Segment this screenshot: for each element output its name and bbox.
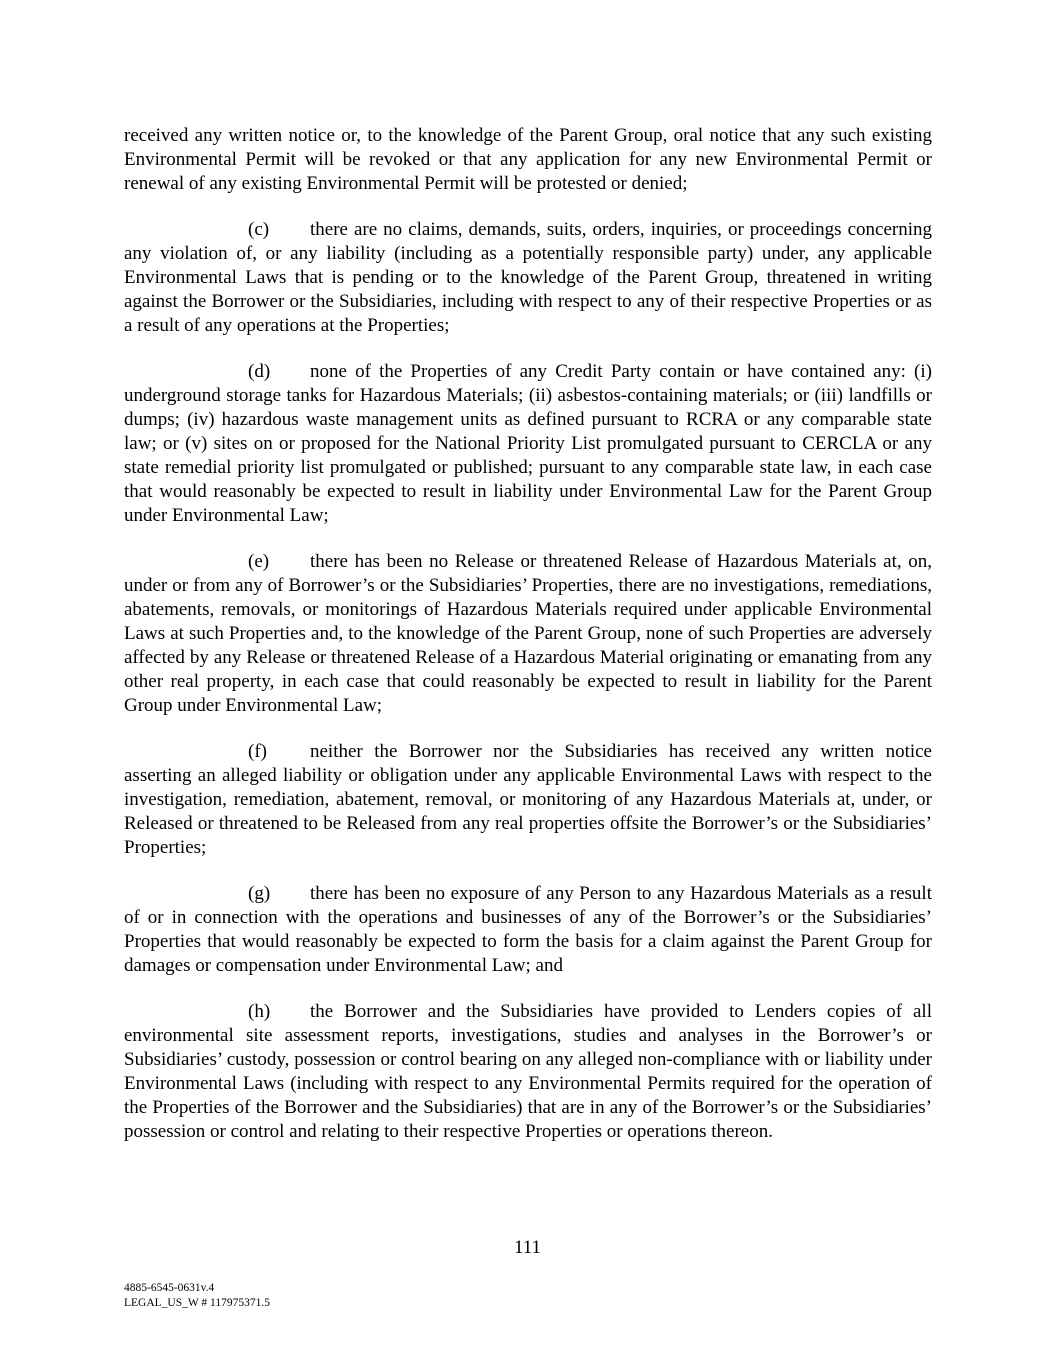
- clause-text: neither the Borrower nor the Subsidiaries has received any written notice asserting an alleged liability or obligation under any applicable Environmental Laws with respect to the investigation, remediation, abatement, removal, or monitoring of any Hazardous Materials at, under, or Released or threatened to be Released from any real properties offsite the Borrower’s or the Subsidiaries’ Properties;: [124, 741, 932, 858]
- clause-h: [124, 1000, 932, 1144]
- clause-marker: (d): [248, 361, 271, 382]
- paragraph-text: received any written notice or, to the knowledge of the Parent Group, oral notice that any such existing Environmental Permit will be revoked or that any application for any new Environmental Permit or renewal of any existing Environmental Permit will be protested or denied;: [124, 125, 932, 194]
- clause-f: [124, 740, 932, 860]
- footer-doc-id: 4885-6545-0631v.4: [124, 1282, 215, 1294]
- clause-g: [124, 882, 932, 978]
- clause-marker: (h): [248, 1001, 271, 1022]
- clause-marker: (e): [248, 551, 270, 572]
- clause-text: there has been no exposure of any Person to any Hazardous Materials as a result of or in connection with the operations and businesses of any of the Borrower’s or the Subsidiaries’ Properties that would reasonably be expected to form the basis for a claim against the Parent Group for damages or compensation under Environmental Law; and: [124, 883, 932, 976]
- clause-e: [124, 550, 932, 718]
- clause-marker: (c): [248, 219, 270, 240]
- paragraph-continuation: [124, 124, 932, 196]
- page-number: 111: [513, 1237, 542, 1258]
- clause-text: there are no claims, demands, suits, orders, inquiries, or proceedings concerning any violation of, or any liability (including as a potentially responsible party) under, any applicable Environmental Laws that is pending or to the knowledge of the Parent Group, threatened in writing against the Borrower or the Subsidiaries, including with respect to any of their respective Properties or as a result of any operations at the Properties;: [124, 219, 932, 336]
- clause-c: [124, 218, 932, 338]
- clause-d: [124, 360, 932, 528]
- clause-text: none of the Properties of any Credit Party contain or have contained any: (i) underground storage tanks for Hazardous Materials; (ii) asbestos-containing materials; or (iii) landfills or dumps; (iv) hazardous waste management units as defined pursuant to RCRA or any comparable state law; or (v) sites on or proposed for the National Priority List promulgated pursuant to CERCLA or any state remedial priority list promulgated or published; pursuant to any comparable state law, in each case that would reasonably be expected to result in liability under Environmental Law for the Parent Group under Environmental Law;: [124, 361, 932, 526]
- clause-text: the Borrower and the Subsidiaries have provided to Lenders copies of all environmental site assessment reports, investigations, studies and analyses in the Borrower’s or Subsidiaries’ custody, possession or control bearing on any alleged non-compliance with or liability under Environmental Laws (including with respect to any Environmental Permits required for the operation of the Properties of the Borrower and the Subsidiaries) that are in any of the Borrower’s or the Subsidiaries’ possession or control and relating to their respective Properties or operations thereon.: [124, 1001, 932, 1142]
- document-footer: [124, 1281, 270, 1311]
- document-body: [124, 124, 932, 1166]
- clause-marker: (g): [248, 883, 271, 904]
- clause-marker: (f): [248, 741, 267, 762]
- footer-legal-id: LEGAL_US_W # 117975371.5: [124, 1297, 270, 1309]
- clause-text: there has been no Release or threatened Release of Hazardous Materials at, on, under or from any of Borrower’s or the Subsidiaries’ Properties, there are no investigations, remediations, abatements, removals, or monitorings of Hazardous Materials required under applicable Environmental Laws at such Properties and, to the knowledge of the Parent Group, none of such Properties are adversely affected by any Release or threatened Release of a Hazardous Material originating or emanating from any other real property, in each case that could reasonably be expected to result in liability for the Parent Group under Environmental Law;: [124, 551, 932, 716]
